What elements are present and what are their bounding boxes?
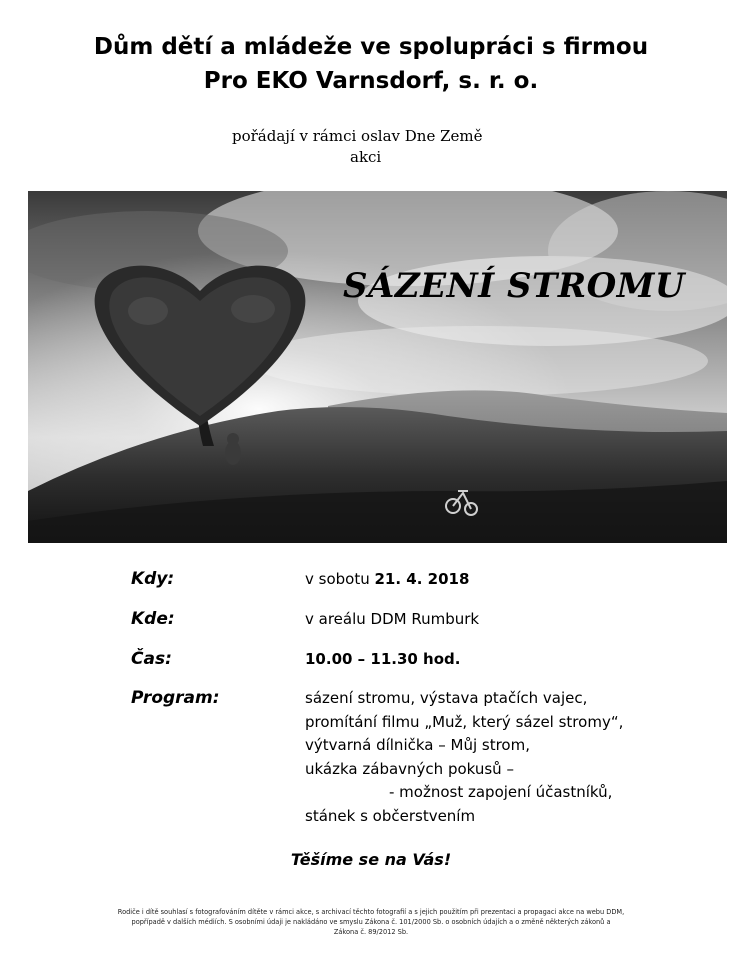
footnote-line1: Rodiče i dítě souhlasí s fotografováním dítěte v rámci akce, s archivací těchto fotografií a s jejich použitím při prezentaci a propagaci akce na webu DDM, (117, 908, 625, 916)
program-item: promítání filmu „Muž, který sázel stromy“, (305, 712, 624, 731)
program-item: výtvarná dílnička – Můj strom, (305, 736, 530, 754)
when-value (305, 568, 469, 590)
program-item: stánek s občerstvením (305, 806, 476, 825)
organizer-heading-line1: Dům dětí a mládeže ve spolupráci s firmou (93, 34, 649, 60)
footnote-line3: Zákona č. 89/2012 Sb. (333, 928, 409, 936)
when-prefix: v sobotu (305, 570, 375, 588)
time-value (305, 648, 460, 670)
closing-message: Těšíme se na Vás! (290, 850, 452, 869)
intro-line2: akci (350, 148, 382, 166)
when-date: 21. 4. 2018 (374, 570, 470, 588)
intro-line1: pořádají v rámci oslav Dne Země (232, 127, 483, 145)
program-item: ukázka zábavných pokusů – (305, 759, 514, 778)
program-item: sázení stromu, výstava ptačích vajec, (305, 689, 588, 707)
program-label: Program: (131, 688, 220, 708)
time-value-bold: 10.00 – 11.30 hod. (305, 650, 461, 668)
consent-footnote (40, 907, 702, 937)
program-item: - možnost zapojení účastníků, (389, 783, 613, 801)
program-list (305, 687, 623, 828)
heart-tree-photo (28, 191, 727, 543)
organizer-heading-line2: Pro EKO Varnsdorf, s. r. o. (203, 68, 539, 94)
event-title: SÁZENÍ STROMU (343, 266, 686, 306)
when-label: Kdy: (131, 569, 175, 589)
where-value: v areálu DDM Rumburk (305, 610, 480, 628)
where-label: Kde: (131, 609, 175, 629)
footnote-line2: popřípadě v dalších médiích. S osobními údaji je nakládáno ve smyslu Zákona č. 101/2000 Sb. o osobních údajích a o změně některých zákonů a (131, 918, 611, 926)
time-label: Čas: (131, 649, 172, 669)
